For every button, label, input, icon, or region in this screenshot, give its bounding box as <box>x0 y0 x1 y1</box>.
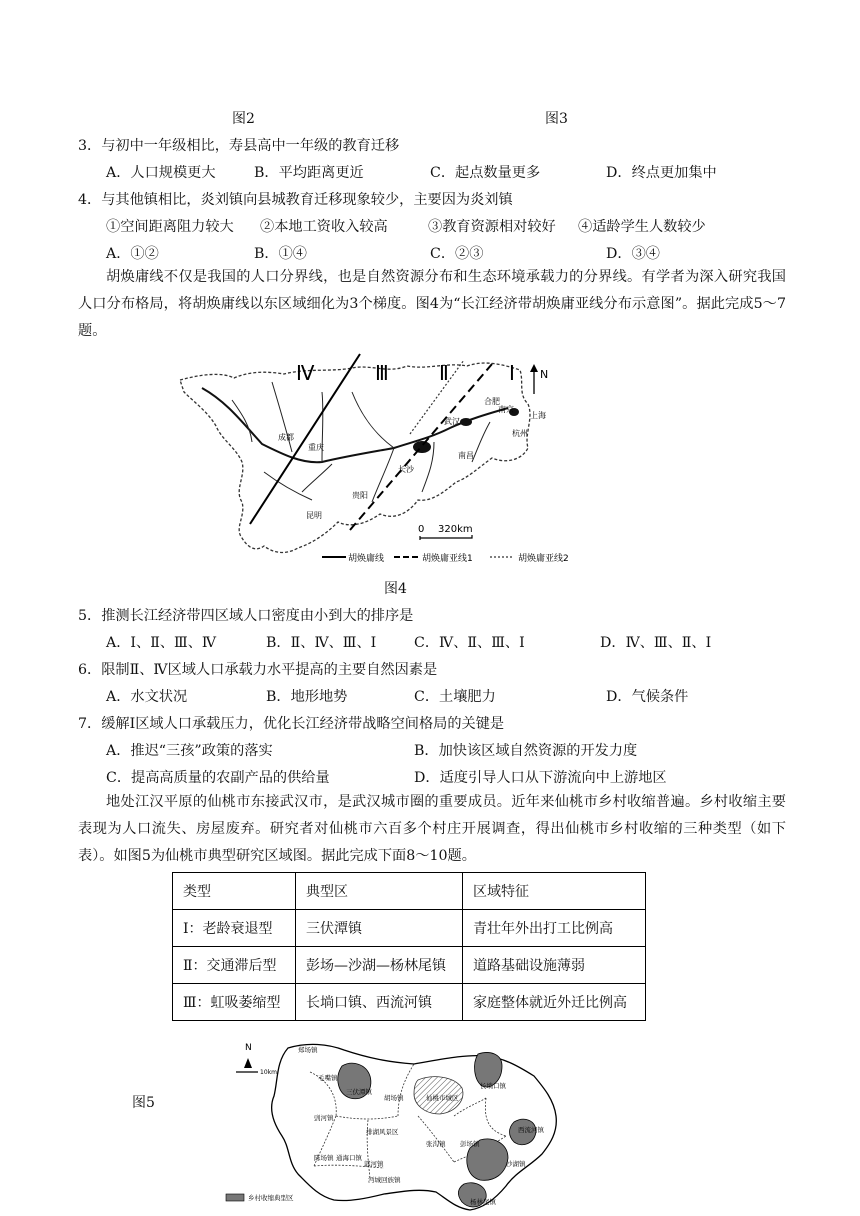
question-6-stem: 6．限制Ⅱ、Ⅳ区域人口承载力水平提高的主要自然因素是 <box>78 662 438 678</box>
legend-label: 乡村收缩典型区 <box>248 1194 294 1202</box>
table-header-cell: 典型区 <box>296 873 463 910</box>
q4-option-b: B．①④ <box>254 246 307 262</box>
city-chongqing: 重庆 <box>308 443 324 452</box>
figure-4-caption: 图4 <box>384 581 407 597</box>
town-shahu: 沙湖镇 <box>506 1160 526 1168</box>
table-cell: Ⅲ：虹吸萎缩型 <box>173 984 296 1021</box>
zone-label-i: Ⅰ <box>509 361 515 385</box>
passage-xiantao: 地处江汉平原的仙桃市东接武汉市，是武汉城市圈的重要成员。近年来仙桃市乡村收缩普遍。乡村收缩主要表现为人口流失、房屋废弃。研究者对仙桃市六百多个村庄开展调查，得出仙桃市乡村收缩的三种类型（如下表）。如图5为仙桃市典型研究区域图。据此完成下面8～10题。 <box>78 794 786 864</box>
q4-statement-2: ②本地工资收入较高 <box>260 219 388 235</box>
city-kunming: 昆明 <box>306 511 322 520</box>
q6-option-b: B．地形地势 <box>266 689 348 705</box>
table-cell: 彭场—沙湖—杨林尾镇 <box>296 947 463 984</box>
city-wuhan: 武汉 <box>444 417 460 426</box>
yangtze-economic-belt-map <box>172 352 580 574</box>
city-nanchang: 南昌 <box>458 451 474 460</box>
table-cell: 长埫口镇、西流河镇 <box>296 984 463 1021</box>
legend-sub-line-2: 胡焕庸亚线2 <box>518 554 569 564</box>
scale-zero: 0 <box>418 524 425 535</box>
city-changsha: 长沙 <box>398 465 414 474</box>
scale-bar <box>420 535 472 540</box>
town-changtangkou: 长埫口镇 <box>480 1082 506 1090</box>
q3-option-a: A．人口规模更大 <box>106 165 216 181</box>
question-5-stem: 5．推测长江经济带四区域人口密度由小到大的排序是 <box>78 608 414 624</box>
passage-hu-line: 胡焕庸线不仅是我国的人口分界线，也是自然资源分布和生态环境承载力的分界线。有学者为深入研究我国人口分布格局，将胡焕庸线以东区域细化为3个梯度。图4为“长江经济带胡焕庸亚线分布示意图”。据此完成5～7题。 <box>78 269 786 339</box>
q4-option-a: A．①② <box>106 246 159 262</box>
town-guohe: 郭河镇 <box>364 1160 384 1168</box>
question-7-stem: 7．缓解Ⅰ区域人口承载压力，优化长江经济带战略空间格局的关键是 <box>78 716 505 732</box>
q4-option-c: C．②③ <box>430 246 484 262</box>
table-row <box>173 947 646 984</box>
city-nanjing: 南京 <box>498 405 514 414</box>
q4-statement-1: ①空间距离阻力较大 <box>106 219 234 235</box>
scale-label: 10km <box>260 1069 277 1076</box>
city-hefei: 合肥 <box>484 397 500 406</box>
q4-statement-4: ④适龄学生人数较少 <box>578 219 706 235</box>
town-tonghaikou: 通海口镇 <box>336 1154 362 1162</box>
zone-label-iv: Ⅳ <box>296 361 315 385</box>
figure-2-caption: 图2 <box>232 111 255 127</box>
q7-option-a: A．推迟“三孩”政策的落实 <box>106 743 273 759</box>
q7-option-c: C．提高高质量的农副产品的供给量 <box>106 770 330 786</box>
table-row <box>173 910 646 947</box>
figure-3-caption: 图3 <box>545 111 568 127</box>
q5-option-c: C．Ⅳ、Ⅱ、Ⅲ、Ⅰ <box>414 635 525 651</box>
north-label: N <box>245 1043 252 1053</box>
town-zhanggou: 张沟镇 <box>426 1140 446 1148</box>
figure-5-caption: 图5 <box>132 1095 155 1111</box>
legend-swatch <box>226 1194 244 1201</box>
zone-label-iii: Ⅲ <box>375 361 389 385</box>
legend-sub-line-1: 胡焕庸亚线1 <box>422 554 473 564</box>
town-chenchang: 陈场镇 <box>314 1154 334 1162</box>
shrinkage-types-table <box>172 872 646 1021</box>
table-cell: 家庭整体就近外迁比例高 <box>463 984 646 1021</box>
table-cell: 三伏潭镇 <box>296 910 463 947</box>
q4-statement-3: ③教育资源相对较好 <box>428 219 556 235</box>
q5-option-b: B．Ⅱ、Ⅳ、Ⅲ、Ⅰ <box>266 635 377 651</box>
q3-option-c: C．起点数量更多 <box>430 165 541 181</box>
town-zhengchang: 郑场镇 <box>298 1046 318 1054</box>
city-chengdu: 成都 <box>278 433 294 442</box>
town-sanfutan: 三伏潭镇 <box>346 1088 372 1096</box>
scale-label: 320km <box>438 524 473 535</box>
question-4-stem: 4．与其他镇相比，炎刘镇向县城教育迁移现象较少，主要因为炎刘镇 <box>78 192 513 208</box>
north-arrow-icon <box>244 1058 252 1068</box>
town-paihu: 排湖风景区 <box>366 1128 399 1136</box>
legend-hu-line: 胡焕庸线 <box>348 554 385 564</box>
city-hangzhou: 杭州 <box>512 429 528 438</box>
town-city-district: 仙桃市城区 <box>426 1094 459 1102</box>
q6-option-a: A．水文状况 <box>106 689 188 705</box>
table-cell: Ⅰ：老龄衰退型 <box>173 910 296 947</box>
table-header-row <box>173 873 646 910</box>
q5-option-a: A．Ⅰ、Ⅱ、Ⅲ、Ⅳ <box>106 635 217 651</box>
q4-option-d: D．③④ <box>606 246 660 262</box>
town-xiliuhe: 西流河镇 <box>518 1126 544 1134</box>
q5-option-d: D．Ⅳ、Ⅲ、Ⅱ、Ⅰ <box>600 635 712 651</box>
town-pengchang: 彭场镇 <box>460 1140 480 1148</box>
town-huchang: 胡场镇 <box>384 1094 404 1102</box>
town-miancheng: 沔城回族镇 <box>368 1176 401 1184</box>
city-shanghai: 上海 <box>530 411 546 420</box>
table-row <box>173 984 646 1021</box>
q3-option-b: B．平均距离更近 <box>254 165 364 181</box>
xiantao-study-area-map <box>218 1036 570 1214</box>
town-maozui: 毛嘴镇 <box>318 1074 338 1082</box>
q6-option-c: C．土壤肥力 <box>414 689 496 705</box>
city-guiyang: 贵阳 <box>352 491 368 500</box>
table-header-cell: 类型 <box>173 873 296 910</box>
question-3-stem: 3．与初中一年级相比，寿县高中一年级的教育迁移 <box>78 138 400 154</box>
q7-option-d: D．适度引导人口从下游流向中上游地区 <box>414 770 667 786</box>
town-douhe: 剅河镇 <box>314 1114 334 1122</box>
table-header-cell: 区域特征 <box>463 873 646 910</box>
table-cell: Ⅱ：交通滞后型 <box>173 947 296 984</box>
q7-option-b: B．加快该区域自然资源的开发力度 <box>414 743 638 759</box>
north-label: N <box>540 368 549 381</box>
table-cell: 青壮年外出打工比例高 <box>463 910 646 947</box>
q6-option-d: D．气候条件 <box>606 689 689 705</box>
town-yanglinwei: 杨林尾镇 <box>470 1198 496 1206</box>
q3-option-d: D．终点更加集中 <box>606 165 717 181</box>
table-cell: 道路基础设施薄弱 <box>463 947 646 984</box>
zone-label-ii: Ⅱ <box>439 361 449 385</box>
